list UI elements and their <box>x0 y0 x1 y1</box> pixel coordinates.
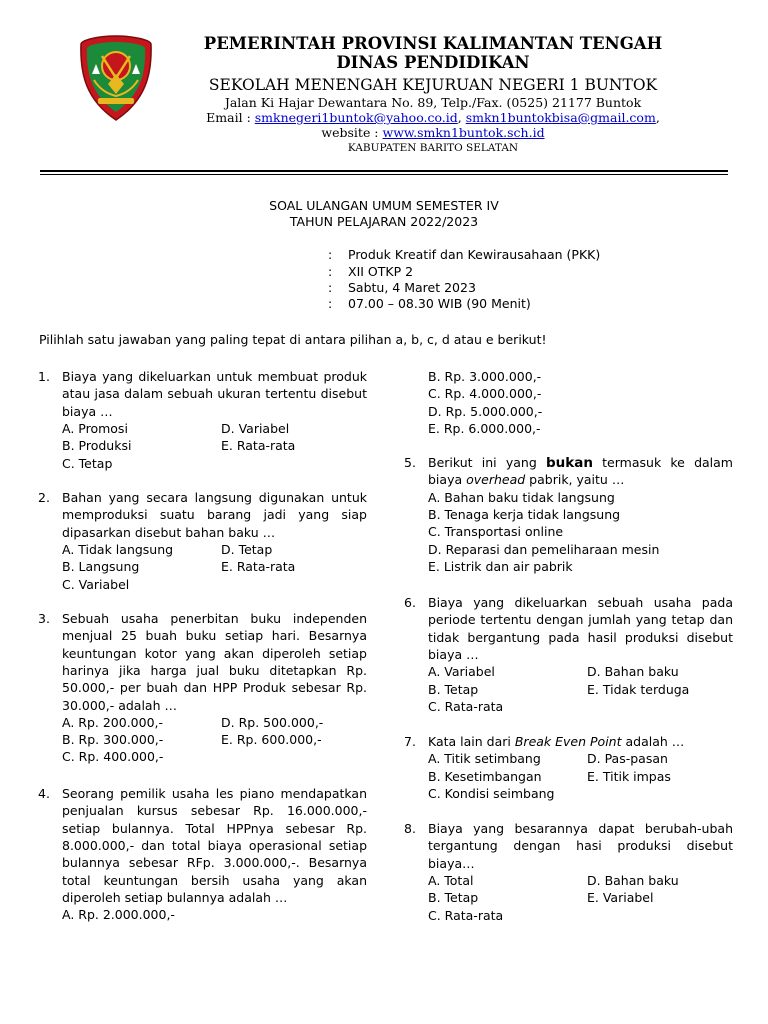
question-text-line <box>428 471 733 488</box>
question-text-line: Biaya yang dikeluarkan sebuah usaha pada <box>428 595 733 610</box>
question-text-line: tergantung dengan hasi produksi disebut <box>428 838 733 854</box>
option-d[interactable]: D. Pas-pasan <box>587 751 668 767</box>
question-1 <box>38 368 368 478</box>
question-text-line: biaya … <box>62 403 113 419</box>
provincial-logo <box>78 34 154 122</box>
instruction-text: Pilihlah satu jawaban yang paling tepat di antara pilihan a, b, c, d atau e berikut! <box>39 332 547 347</box>
question-number: 2. <box>38 490 50 505</box>
question-text-line: keuntungan kotor yang akan diperoleh setiap <box>62 645 367 661</box>
question-text-line <box>428 733 733 750</box>
meta-colon: : <box>328 296 333 311</box>
option-d[interactable]: D. Reparasi dan pemeliharaan mesin <box>428 541 660 557</box>
question-text: adalah … <box>621 734 685 749</box>
meta-colon: : <box>328 247 333 262</box>
meta-value: XII OTKP 2 <box>348 264 414 279</box>
option-b[interactable]: B. Rp. 3.000.000,- <box>428 369 542 384</box>
question-text: pabrik, yaitu … <box>525 472 625 488</box>
question-number: 7. <box>404 734 416 749</box>
header-address: Jalan Ki Hajar Dewantara No. 89, Telp./Fax. (0525) 21177 Buntok <box>224 95 642 110</box>
option-d[interactable]: D. Bahan baku <box>587 872 679 888</box>
option-b[interactable]: B. Rp. 300.000,- <box>62 732 164 748</box>
option-a[interactable]: A. Titik setimbang <box>428 751 541 767</box>
option-d[interactable]: D. Rp. 500.000,- <box>221 714 324 730</box>
header-divider-thin <box>40 174 728 175</box>
question-text-line: biaya … <box>428 646 479 662</box>
question-8 <box>404 820 734 930</box>
email-link-1[interactable]: smknegeri1buntok@yahoo.co.id <box>254 110 458 125</box>
option-a[interactable]: A. Tidak langsung <box>62 541 174 557</box>
question-text-line: 30.000,- adalah … <box>62 697 177 713</box>
option-c[interactable]: C. Transportasi online <box>428 524 564 540</box>
question-text-line: Biaya yang dikeluarkan untuk membuat produk <box>62 369 367 384</box>
question-text-line: periode tertentu dengan jumlah yang tetap dan <box>428 612 733 628</box>
question-text-line: Bahan yang secara langsung digunakan untuk <box>62 490 367 505</box>
option-c[interactable]: C. Tetap <box>62 455 113 471</box>
question-6 <box>404 594 734 719</box>
exam-year: TAHUN PELAJARAN 2022/2023 <box>289 214 479 229</box>
option-a[interactable]: A. Promosi <box>62 420 128 436</box>
question-text-line: atau jasa dalam sebuah ukuran tertentu disebut <box>62 386 367 402</box>
email-separator: , <box>457 110 466 125</box>
question-number: 3. <box>38 611 50 626</box>
option-d[interactable]: D. Tetap <box>221 541 273 557</box>
header-school: SEKOLAH MENENGAH KEJURUAN NEGERI 1 BUNTOK <box>208 76 658 94</box>
website-link[interactable]: www.smkn1buntok.sch.id <box>382 125 545 140</box>
option-a[interactable]: A. Rp. 2.000.000,- <box>62 907 175 923</box>
meta-value: 07.00 – 08.30 WIB (90 Menit) <box>348 296 531 311</box>
question-italic: Break Even Point <box>514 734 622 749</box>
question-number: 1. <box>38 369 50 384</box>
header-divider-thick <box>40 170 728 172</box>
option-b[interactable]: B. Produksi <box>62 438 132 454</box>
question-3 <box>38 610 368 770</box>
question-text-line: Sebuah usaha penerbitan buku independen <box>62 611 367 626</box>
option-e[interactable]: E. Rp. 600.000,- <box>221 732 322 748</box>
question-number: 4. <box>38 786 50 801</box>
question-4 <box>38 785 368 925</box>
meta-colon: : <box>328 280 333 295</box>
meta-value: Produk Kreatif dan Kewirausahaan (PKK) <box>348 247 601 262</box>
question-text: biaya <box>428 472 467 488</box>
question-text-line: 8.000.000,- dan total biaya operasional setiap <box>62 837 367 853</box>
option-c[interactable]: C. Kondisi seimbang <box>428 785 555 801</box>
question-text: Berikut ini yang <box>428 455 546 470</box>
option-c[interactable]: C. Rp. 4.000.000,- <box>428 386 542 402</box>
option-d[interactable]: D. Bahan baku <box>587 664 679 680</box>
question-text-line <box>428 454 733 472</box>
exam-title: SOAL ULANGAN UMUM SEMESTER IV <box>269 198 499 213</box>
option-a[interactable]: A. Total <box>428 872 474 888</box>
question-text-line: biaya… <box>428 855 475 871</box>
option-e[interactable]: E. Rata-rata <box>221 559 296 575</box>
email-link-2[interactable]: smkn1buntokbisa@gmail.com <box>465 110 656 125</box>
question-text-line: setiap bulannya. Total HPPnya sebesar Rp. <box>62 820 367 836</box>
option-a[interactable]: A. Rp. 200.000,- <box>62 714 164 730</box>
option-a[interactable]: A. Bahan baku tidak langsung <box>428 489 615 505</box>
question-text-line: 50.000,- per buah dan HPP Produk sebesar Rp. <box>62 680 367 696</box>
question-text-line: bulannya sebesar RFp. 3.000.000,-. Besarnya <box>62 855 367 871</box>
question-number: 8. <box>404 821 416 836</box>
question-text-line: memproduksi suatu barang jadi yang siap <box>62 507 367 523</box>
question-number: 5. <box>404 455 416 470</box>
option-c[interactable]: C. Rata-rata <box>428 698 504 714</box>
option-e[interactable]: E. Rata-rata <box>221 438 296 454</box>
question-text-line: diperoleh setiap bulannya adalah … <box>62 889 288 905</box>
option-b[interactable]: B. Tenaga kerja tidak langsung <box>428 506 621 522</box>
question-text-line: total keuntungan bersih usaha yang akan <box>62 872 367 888</box>
option-c[interactable]: C. Variabel <box>62 576 130 592</box>
option-e[interactable]: E. Titik impas <box>587 768 671 784</box>
website-label: website : <box>321 125 383 140</box>
question-text-line: tidak bergantung pada hasil produksi disebut <box>428 629 733 645</box>
question-text-line: Biaya yang besarannya dapat berubah-ubah <box>428 821 733 836</box>
option-d[interactable]: D. Variabel <box>221 420 290 436</box>
header-website-line <box>160 127 706 140</box>
option-b[interactable]: B. Kesetimbangan <box>428 768 542 784</box>
question-4-continued <box>404 368 734 440</box>
option-b[interactable]: B. Tetap <box>428 890 479 906</box>
option-b[interactable]: B. Langsung <box>62 559 140 575</box>
question-text: termasuk ke dalam <box>592 455 733 470</box>
question-italic: overhead <box>466 472 526 488</box>
header-department: DINAS PENDIDIKAN <box>336 53 530 72</box>
header-regency: KABUPATEN BARITO SELATAN <box>347 142 519 154</box>
question-7 <box>404 733 734 805</box>
option-c[interactable]: C. Rata-rata <box>428 907 504 923</box>
meta-colon: : <box>328 264 333 279</box>
question-2 <box>38 489 368 599</box>
email-label: Email : <box>206 110 255 125</box>
option-e[interactable]: E. Tidak terduga <box>587 681 690 697</box>
option-e[interactable]: E. Listrik dan air pabrik <box>428 558 573 574</box>
option-c[interactable]: C. Rp. 400.000,- <box>62 749 164 765</box>
header-government: PEMERINTAH PROVINSI KALIMANTAN TENGAH <box>203 34 663 53</box>
question-text-line: harinya jika harga jual buku ditetapkan Rp. <box>62 662 367 678</box>
question-text: Kata lain dari <box>428 734 515 749</box>
question-text-line: Seorang pemilik usaha les piano mendapatkan <box>62 786 367 801</box>
question-text-line: dipasarkan disebut bahan baku … <box>62 524 276 540</box>
question-number: 6. <box>404 595 416 610</box>
question-5 <box>404 454 734 579</box>
header-email-line <box>160 112 706 125</box>
meta-value: Sabtu, 4 Maret 2023 <box>348 280 476 295</box>
option-b[interactable]: B. Tetap <box>428 681 479 697</box>
option-e[interactable]: E. Variabel <box>587 890 654 906</box>
question-emphasis: bukan <box>545 455 593 471</box>
option-e[interactable]: E. Rp. 6.000.000,- <box>428 420 541 436</box>
question-text-line: penjualan kursus sebesar Rp. 16.000.000,- <box>62 803 367 819</box>
option-a[interactable]: A. Variabel <box>428 664 495 680</box>
question-text-line: menjual 25 buah buku setiap hari. Besarnya <box>62 628 367 644</box>
option-d[interactable]: D. Rp. 5.000.000,- <box>428 403 543 419</box>
email-end: , <box>655 110 660 125</box>
